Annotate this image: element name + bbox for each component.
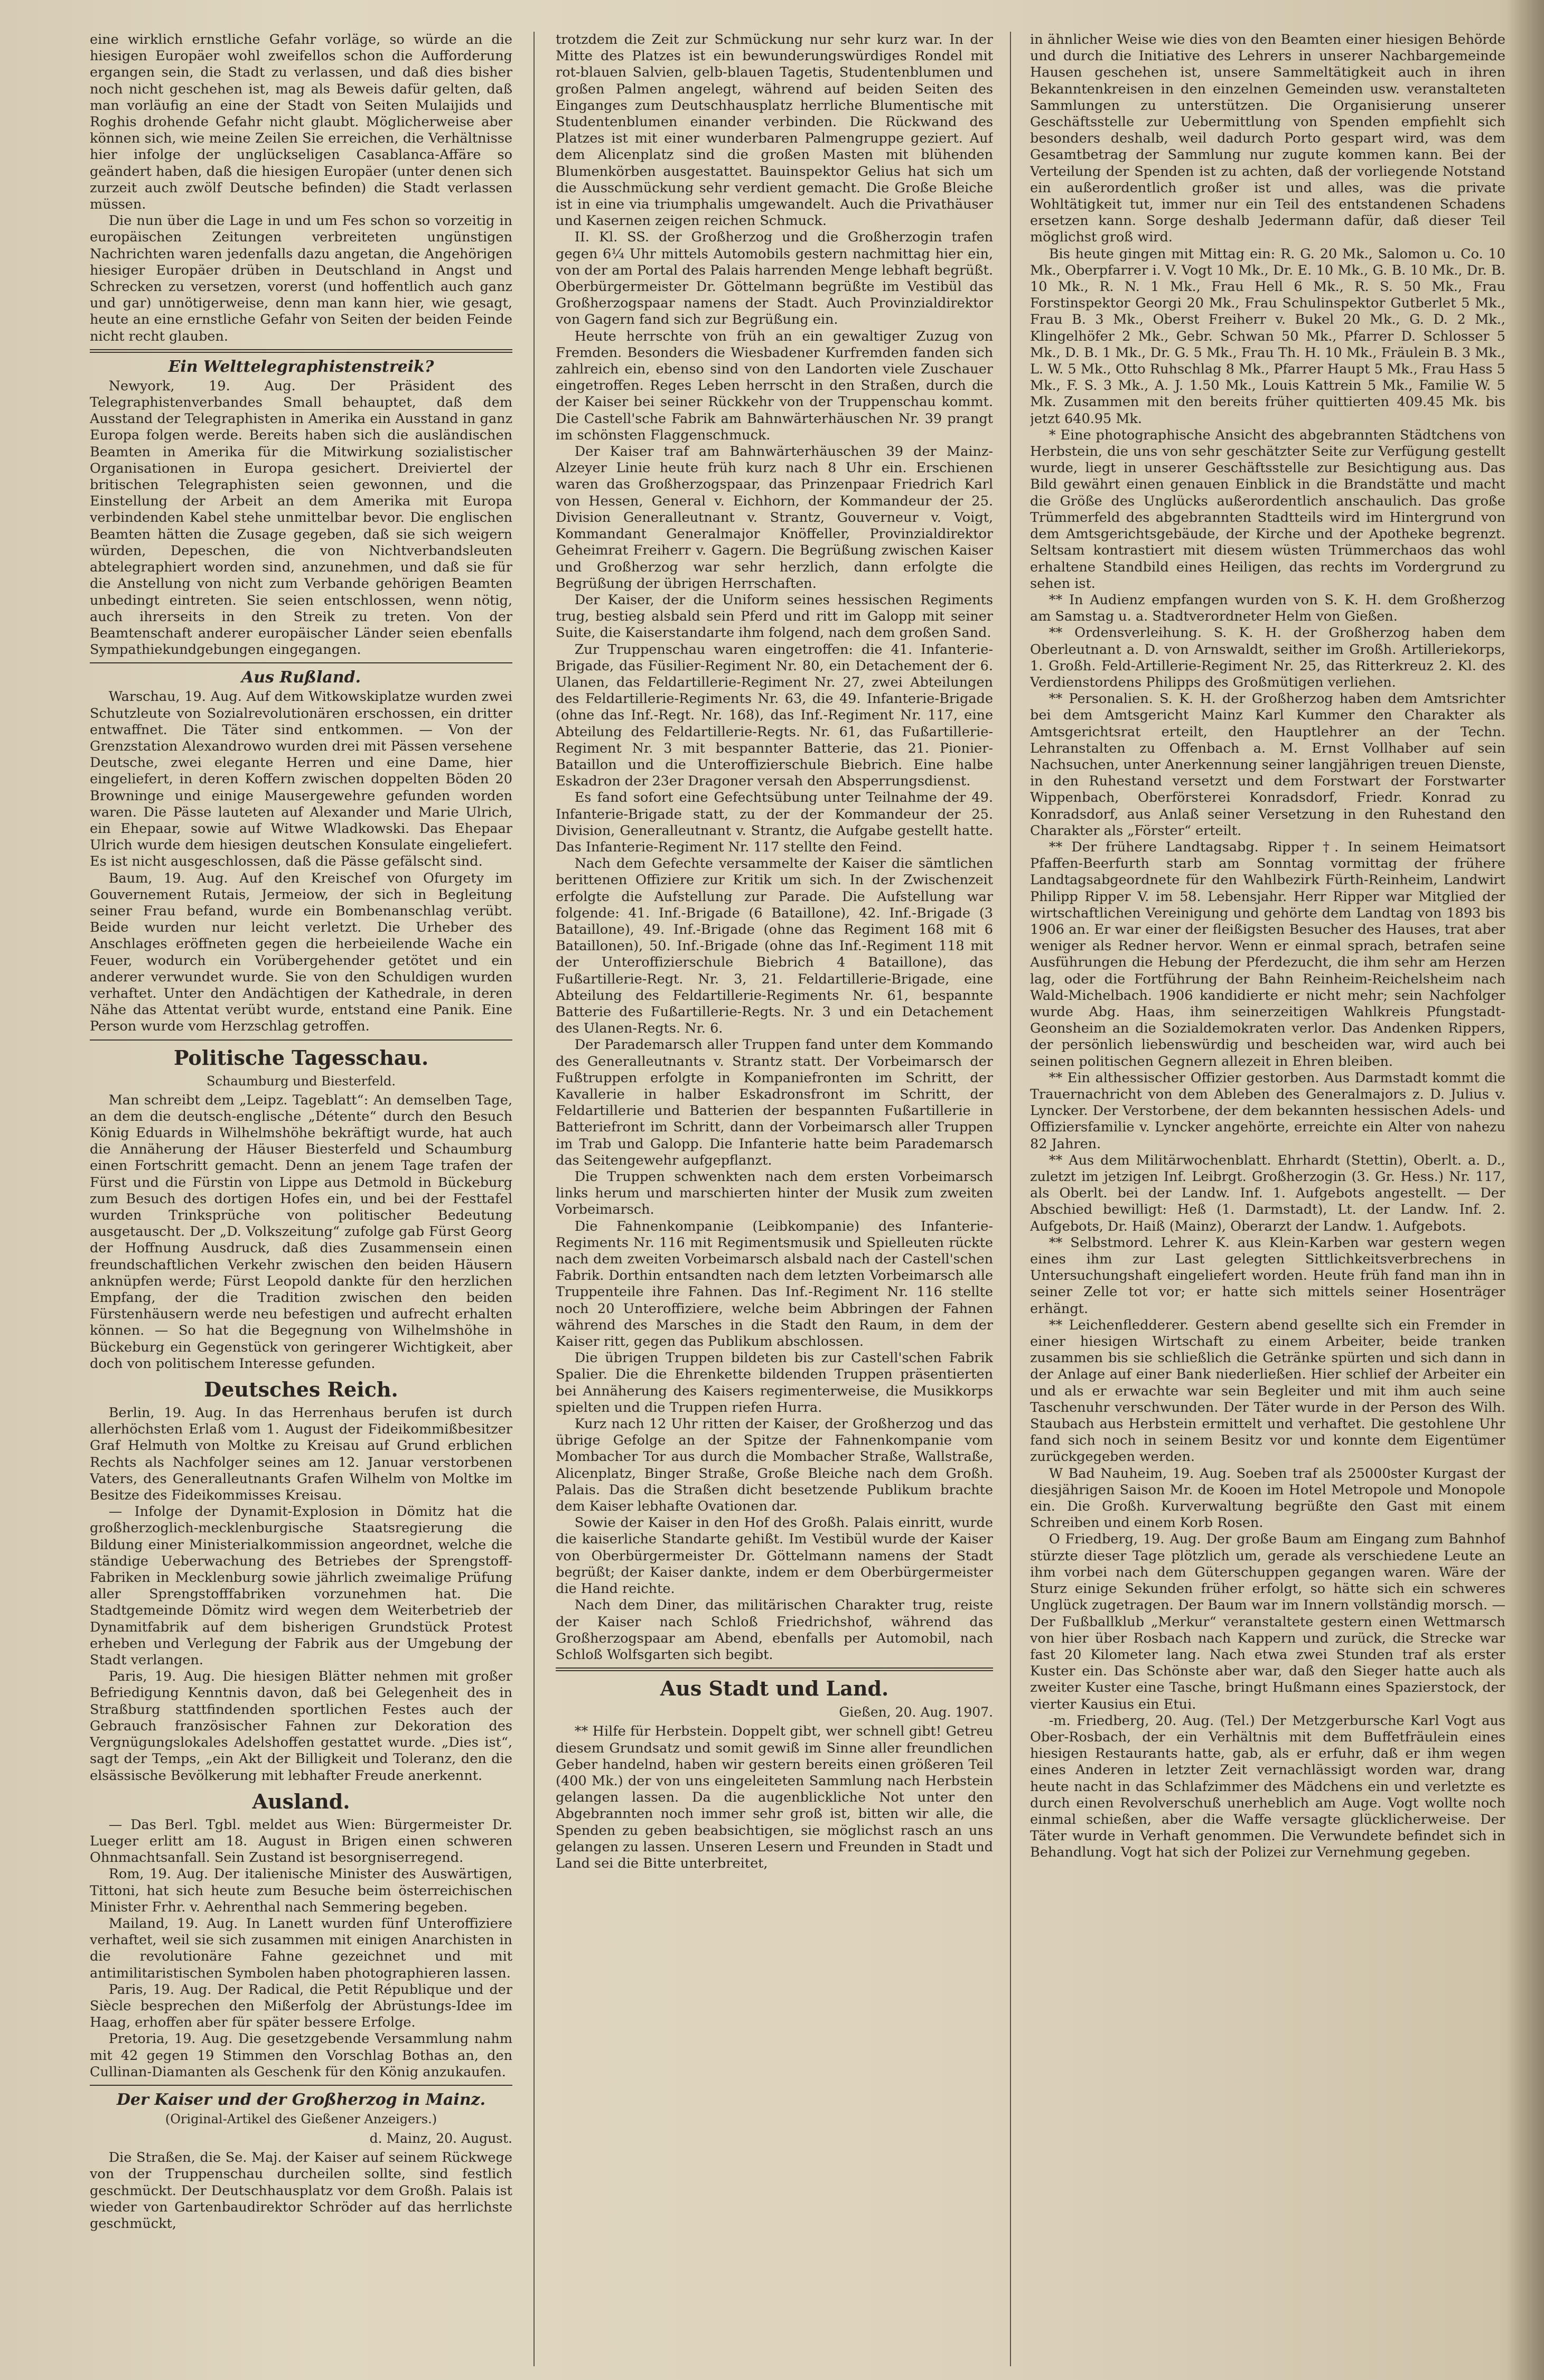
article-text: * Eine photographische Ansicht des abgebrannten Städtchens von Herbstein, die uns von sehr geschätzter Seite zur Verfügung gestellt wurde, liegt in unserer Geschäftsstelle zur Besichtigung aus. Das Bild gewährt einen genauen Einblick in die Brandstätte und macht die Größe des Unglücks außerordentlich anschaulich. Das große Trümmerfeld des abgebrannten Stadtteils wird im Hintergrund von dem Amtsgerichtsgebäude, der Kirche und der Apotheke begrenzt. Seltsam kontrastiert mit diesem wüsten Trümmerchaos das wohl erhaltene Standbild eines Heiligen, das rechts im Vordergrund zu sehen ist. (1030, 427, 1505, 592)
article-text: ** Personalien. S. K. H. der Großherzog haben dem Amtsrichter bei dem Amtsgericht Mainz Karl Kummer den Charakter als Amtsgerichtsrat erteilt, den Hauptlehrer an der Techn. Lehranstalten zu Offenbach a. M. Ernst Vollhaber auf sein Nachsuchen, unter Anerkennung seiner langjährigen treuen Dienste, in den Ruhestand versetzt und dem Forstwart der Forstwarter Wippenbach, Oberförsterei Konradsdorf, Friedr. Konrad zu Konradsdorf, aus Anlaß seiner Versetzung in den Ruhestand den Charakter als „Förster“ erteilt. (1030, 691, 1505, 839)
section-divider (90, 1039, 512, 1041)
article-text: ** Ein althessischer Offizier gestorben. Aus Darmstadt kommt die Trauernachricht von dem Ableben des Generalmajors z. D. Julius v. Lyncker. Der Verstorbene, der dem bekannten hessischen Adels- und Offiziersfamilie v. Lyncker angehörte, erreichte ein Alter von nahezu 82 Jahren. (1030, 1070, 1505, 1152)
article-text: Paris, 19. Aug. Die hiesigen Blätter nehmen mit großer Befriedigung Kenntnis davon, daß bei Gelegenheit des in Straßburg stattfindenden sportlichen Festes auch der Gebrauch französischer Fahnen zur Dekoration des Vergnügungslokales Adelshoffen gestattet wurde. „Dies ist“, sagt der Temps, „ein Akt der Billigkeit und Toleranz, den die elsässische Bevölkerung mit lebhafter Freude anerkennt. (90, 1669, 512, 1784)
headline-kaiser-mainz: Der Kaiser und der Großherzog in Mainz. (116, 2090, 486, 2109)
column-rule (534, 32, 535, 2366)
article-text: trotzdem die Zeit zur Schmückung nur sehr kurz war. In der Mitte des Platzes ist ein bewunderungswürdiges Rondel mit rot-blauen Salvien, gelb-blauen Tagetis, Studentenblumen und großen Palmen angelegt, während auf beiden Seiten des Einganges zum Deutschhausplatz herrliche Blumentische mit Studentenblumen einander verbinden. Die Rückwand des Platzes ist mit einer wunderbaren Palmengruppe geziert. Auf dem Alicenplatz sind die großen Masten mit blühenden Blumenkörben ausgestattet. Bauinspektor Gelius hat sich um die Ausschmückung sehr verdient gemacht. Die Große Bleiche ist in eine via triumphalis umgewandelt. Auch die Privathäuser und Kasernen zeigen reichen Schmuck. (556, 32, 993, 229)
section-divider (90, 2085, 512, 2086)
article-text: O Friedberg, 19. Aug. Der große Baum am Eingang zum Bahnhof stürzte dieser Tage plötzlich um, gerade als verschiedene Leute an ihm vorbei nach dem Güterschuppen gegangen waren. Wäre der Sturz einige Sekunden früher erfolgt, so hätte sich ein schweres Unglück zugetragen. Der Baum war im Innern vollständig morsch. — Der Fußballklub „Merkur“ veranstaltete gestern einen Wettmarsch von hier über Rosbach nach Kappern und zurück, die Strecke war fast 20 Kilometer lang. Nach etwa zwei Stunden traf als erster Kuster ein. Das Schönste aber war, daß den Sieger hatte auch als zweiter Kuster eine Tasche, bringt Hußmann eines Spazierstock, der vierter Kausius ein Etui. (1030, 1531, 1505, 1712)
article-text: Nach dem Gefechte versammelte der Kaiser die sämtlichen berittenen Offiziere zur Kritik um sich. In der Zwischenzeit erfolgte die Aufstellung zur Parade. Die Aufstellung war folgende: 41. Inf.-Brigade (6 Bataillone), 42. Inf.-Brigade (3 Bataillone), 49. Inf.-Brigade (ohne das Regiment 168 mit 6 Bataillonen), 50. Inf.-Brigade (ohne das Inf.-Regiment 118 mit der Unteroffizierschule Biebrich 4 Bataillone), das Fußartillerie-Regt. Nr. 3, 21. Feldartillerie-Brigade, eine Abteilung des Feldartillerie-Regiments Nr. 61, bespannte Batterie des Fußartillerie-Regts. Nr. 3 und ein Detachement des Ulanen-Regts. Nr. 6. (556, 856, 993, 1037)
article-text: Pretoria, 19. Aug. Die gesetzgebende Versammlung nahm mit 42 gegen 19 Stimmen den Vorschlag Bothas an, den Cullinan-Diamanten als Geschenk für den König anzukaufen. (90, 2031, 512, 2080)
article-text: W Bad Nauheim, 19. Aug. Soeben traf als 25000ster Kurgast der diesjährigen Saison Mr. de Kooen im Hotel Metropole und Monopole ein. Die Großh. Kurverwaltung begrüßte den Gast mit einem Schreiben und einem Korb Rosen. (1030, 1465, 1505, 1531)
article-text: ** Leichenfledderer. Gestern abend gesellte sich ein Fremder in einer hiesigen Wirtschaft zu einem Arbeiter, beide tranken zusammen bis sie schließlich die Getränke spürten und sich dann in der Anlage auf einer Bank niederließen. Hier schlief der Arbeiter ein und als er erwachte war sein Begleiter und mit ihm auch seine Taschenuhr verschwunden. Der Täter wurde in der Person des Wilh. Staubach aus Herbstein ermittelt und verhaftet. Die gestohlene Uhr fand sich noch in seinem Besitz vor und konnte dem Eigentümer zurückgegeben werden. (1030, 1317, 1505, 1465)
headline-ausland: Ausland. (252, 1789, 350, 1813)
article-text: — Infolge der Dynamit-Explosion in Dömitz hat die großherzoglich-mecklenburgische Staatsregierung die Bildung einer Ministerialkommission angeordnet, welche die ständige Ueberwachung des Betriebes der Sprengstoff-Fabriken in Mecklenburg sowie jährlich zweimalige Prüfung aller Sprengstofffabriken vorzunehmen hat. Die Stadtgemeinde Dömitz wird wegen dem Weiterbetrieb der Dynamitfabrik auf dem bisherigen Grundstück Protest erheben und Verlegung der Fabrik aus der Umgebung der Stadt verlangen. (90, 1504, 512, 1669)
article-text: Die Fahnenkompanie (Leibkompanie) des Infanterie-Regiments Nr. 116 mit Regimentsmusik und Spielleuten rückte nach dem zweiten Vorbeimarsch alsbald nach der Castell'schen Fabrik. Dorthin entsandten nach dem letzten Vorbeimarsch alle Truppenteile ihre Fahnen. Das Inf.-Regiment Nr. 116 stellte noch 20 Unteroffiziere, welche beim Abbringen der Fahnen während des Marsches in die Stadt den Raum, in dem der Kaiser ritt, gegen das Publikum abschlossen. (556, 1218, 993, 1350)
article-text: Newyork, 19. Aug. Der Präsident des Telegraphistenverbandes Small behauptet, daß dem Ausstand der Telegraphisten in Amerika ein Ausstand in ganz Europa folgen werde. Bereits haben sich die ausländischen Beamten in Amerika für die Mitwirkung sozialistischer Organisationen in Europa gesichert. Dreiviertel der britischen Telegraphisten seien gewonnen, und die Einstellung der Arbeit an dem Amerika mit Europa verbindenden Kabel stehe unmittelbar bevor. Die englischen Beamten hätten die Zusage gegeben, daß sie sich weigern würden, Depeschen, die von Nichtverbandsleuten abtelegraphiert worden sind, anzunehmen, und daß sie für die Anstellung von nicht zum Verbande gehörigen Beamten unbedingt eintreten. Sie seien entschlossen, wenn nötig, auch ihrerseits in den Streik zu treten. Von der Beamtenschaft anderer europäischer Länder seien ebenfalls Sympathiekundgebungen eingegangen. (90, 378, 512, 658)
article-text: Mailand, 19. Aug. In Lanett wurden fünf Unteroffiziere verhaftet, weil sie sich zusammen mit einigen Anarchisten in die revolutionäre Fahne gezeichnet und mit antimilitaristischen Symbolen haben photographieren lassen. (90, 1915, 512, 1981)
article-text: Sowie der Kaiser in den Hof des Großh. Palais einritt, wurde die kaiserliche Standarte gehißt. Im Vestibül wurde der Kaiser von Oberbürgermeister Dr. Göttelmann namens der Stadt begrüßt; der Kaiser dankte, indem er dem Oberbürgermeister die Hand reichte. (556, 1515, 993, 1597)
article-text: Die nun über die Lage in und um Fes schon so vorzeitig in europäischen Zeitungen verbreiteten ungünstigen Nachrichten waren jedenfalls dazu angetan, die Angehörigen hiesiger Europäer drüben in Deutschland in Angst und Schrecken zu versetzen, vorerst (und hoffentlich auch ganz und gar) unnötigerweise, denn man kann hier, wie gesagt, heute an eine ernstliche Gefahr von Seiten der beiden Feinde nicht recht glauben. (90, 213, 512, 344)
article-text: II. Kl. SS. der Großherzog und die Großherzogin trafen gegen 6¼ Uhr mittels Automobils gestern nachmittag hier ein, von der am Portal des Palais harrenden Menge lebhaft begrüßt. Oberbürgermeister Dr. Göttelmann begrüßte im Vestibül das Großherzogspaar namens der Stadt. Auch Provinzialdirektor von Gagern fand sich zur Begrüßung ein. (556, 229, 993, 328)
article-text: — Das Berl. Tgbl. meldet aus Wien: Bürgermeister Dr. Lueger erlitt am 18. August in Brigen einen schweren Ohnmachtsanfall. Sein Zustand ist besorgniserregend. (90, 1816, 512, 1866)
article-text: Die Truppen schwenkten nach dem ersten Vorbeimarsch links herum und marschierten hinter der Musik zum zweiten Vorbeimarsch. (556, 1169, 993, 1218)
article-text: Die übrigen Truppen bildeten bis zur Castell'schen Fabrik Spalier. Die die Ehrenkette bildenden Truppen präsentierten bei Annäherung des Kaisers regimenterweise, die Musikkorps spielten und die Truppen riefen Hurra. (556, 1350, 993, 1416)
article-text: ** Selbstmord. Lehrer K. aus Klein-Karben war gestern wegen eines ihm zur Last gelegten Sittlichkeitsverbrechens in Untersuchungshaft eingeliefert worden. Heute früh fand man ihn in seiner Zelle tot vor; er hatte sich mittels seiner Hosenträger erhängt. (1030, 1234, 1505, 1317)
column-2 (556, 32, 993, 2366)
page-edge-shadow (1507, 0, 1544, 2380)
subheadline: (Original-Artikel des Gießener Anzeigers.) (165, 2111, 437, 2126)
column-1 (90, 32, 512, 2366)
article-text: Baum, 19. Aug. Auf den Kreischef von Ofurgety im Gouvernement Rutais, Jermeiow, der sich in Begleitung seiner Frau befand, wurde ein Bombenanschlag verübt. Beide wurden nur leicht verletzt. Die Urheber des Anschlages eröffneten gegen die herbeieilende Wache ein Feuer, wodurch ein Vorübergehender getötet und ein anderer verwundet wurde. Sie von den Schuldigen wurden verhaftet. Unter den Andächtigen der Kathedrale, in deren Nähe das Attentat verübt wurde, entstand eine Panik. Eine Person wurde vom Herzschlag getroffen. (90, 870, 512, 1035)
column-rule (1010, 32, 1011, 2366)
article-text: Rom, 19. Aug. Der italienische Minister des Auswärtigen, Tittoni, hat sich heute zum Besuche beim österreichischen Minister Frhr. v. Aehrenthal nach Semmering begeben. (90, 1866, 512, 1915)
headline-politische-tagesschau: Politische Tagesschau. (173, 1045, 429, 1070)
article-text: Bis heute gingen mit Mittag ein: R. G. 20 Mk., Salomon u. Co. 10 Mk., Oberpfarrer i. V. Vogt 10 Mk., Dr. E. 10 Mk., G. B. 10 Mk., Dr. B. 10 Mk., R. N. 1 Mk., Frau Hell 6 Mk., R. S. 50 Mk., Frau Forstinspektor Georgi 20 Mk., Frau Schulinspektor Gutberlet 5 Mk., Frau B. 3 Mk., Oberst Freiherr v. Bukel 20 Mk., G. D. 2 Mk., Klingelhöfer 2 Mk., Gebr. Schwan 50 Mk., Pfarrer D. Schlosser 5 Mk., D. B. 1 Mk., Dr. G. 5 Mk., Frau Th. H. 10 Mk., Fräulein B. 3 Mk., L. W. 5 Mk., Otto Ruhschlag 8 Mk., Pfarrer Haupt 5 Mk., Frau Hass 5 Mk., F. S. 3 Mk., A. J. 1.50 Mk., Louis Kattrein 5 Mk., Familie W. 5 Mk. Zusammen mit den bereits früher quittierten 409.45 Mk. bis jetzt 640.95 Mk. (1030, 246, 1505, 427)
section-divider (556, 1667, 993, 1671)
article-text: ** Der frühere Landtagsabg. Ripper †. In seinem Heimatsort Pfaffen-Beerfurth starb am Sonntag vormittag der frühere Landtagsabgeordnete für den Wahlbezirk Fürth-Reinheim, Landwirt Philipp Ripper V. im 58. Lebensjahr. Herr Ripper war Mitglied der wirtschaftlichen Vereinigung und gehörte dem Landtag von 1893 bis 1906 an. Er war einer der fleißigsten Besucher des Hauses, trat aber weniger als Redner hervor. Wenn er einmal sprach, betrafen seine Ausführungen die Hebung der Pferdezucht, die ihm sehr am Herzen lag, oder die Fortführung der Bahn Reinheim-Reichelsheim nach Wald-Michelbach. 1906 kandidierte er nicht mehr; sein Nachfolger wurde Abg. Haas, ihm seinerzeitigen Wahlkreis Pfungstadt-Geonsheim an die Sozialdemokraten verlor. Das Andenken Rippers, der persönlich liebenswürdig und bescheiden war, wird auch bei seinen politischen Gegnern allezeit in Ehren bleiben. (1030, 839, 1505, 1070)
article-text: Nach dem Diner, das militärischen Charakter trug, reiste der Kaiser nach Schloß Friedrichshof, während das Großherzogspaar am Abend, ebenfalls per Automobil, nach Schloß Wolfsgarten sich begibt. (556, 1597, 993, 1663)
headline-russland: Aus Rußland. (241, 668, 361, 687)
article-text: Kurz nach 12 Uhr ritten der Kaiser, der Großherzog und das übrige Gefolge an der Spitze der Fahnenkompanie vom Mombacher Tor aus durch die Mombacher Straße, Wallstraße, Alicenplatz, Binger Straße, Große Bleiche nach dem Großh. Palais. Das die Straßen dicht besetzende Publikum brachte dem Kaiser lebhafte Ovationen dar. (556, 1416, 993, 1515)
article-text: in ähnlicher Weise wie dies von den Beamten einer hiesigen Behörde und durch die Initiative des Lehrers in unserer Nachbargemeinde Hausen geschehen ist, unsere Sammeltätigkeit auch in ihren Bekanntenkreisen in den einzelnen Gemeinden usw. veranstalteten Sammlungen zu unterstützen. Die Organisierung unserer Geschäftsstelle zur Uebermittlung von Spenden empfiehlt sich besonders deshalb, weil dadurch Porto gespart wird, was dem Gesamtbetrag der Sammlung nur zugute kommen kann. Bei der Verteilung der Spenden ist zu achten, daß der vorliegende Notstand ein außerordentlich großer ist und alles, was die private Wohltätigkeit tut, immer nur ein Teil des entstandenen Schadens ersetzen kann. Sorge deshalb Jedermann dafür, daß dieser Teil möglichst groß wird. (1030, 32, 1505, 246)
article-text: Der Kaiser traf am Bahnwärterhäuschen 39 der Mainz-Alzeyer Linie heute früh kurz nach 8 Uhr ein. Erschienen waren das Großherzogspaar, das Prinzenpaar Friedrich Karl von Hessen, General v. Eichhorn, der Kommandeur der 25. Division Generalleutnant v. Strantz, Gouverneur v. Voigt, Kommandant Generalmajor Knöffeller, Provinzialdirektor Geheimrat Freiherr v. Gagern. Die Begrüßung zwischen Kaiser und Großherzog war sehr herzlich, dann erfolgte die Begrüßung der übrigen Herrschaften. (556, 444, 993, 592)
article-text: Der Kaiser, der die Uniform seines hessischen Regiments trug, bestieg alsbald sein Pferd und ritt im Galopp mit seiner Suite, die Kaiserstandarte ihm folgend, nach dem großen Sand. (556, 592, 993, 641)
article-text: ** Ordensverleihung. S. K. H. der Großherzog haben dem Oberleutnant a. D. von Arnswaldt, seither im Großh. Artilleriekorps, 1. Großh. Feld-Artillerie-Regiment Nr. 25, das Ritterkreuz 2. Kl. des Verdienstordens Philipps des Großmütigen verliehen. (1030, 625, 1505, 690)
article-text: eine wirklich ernstliche Gefahr vorläge, so würde an die hiesigen Europäer wohl zweifellos schon die Aufforderung ergangen sein, die Stadt zu verlassen, und daß dies bisher noch nicht geschehen ist, mag als Beweis dafür gelten, daß man vorläufig an eine der Stadt von Seiten Mulaijids und Roghis drohende Gefahr nicht glaubt. Möglicherweise aber können sich, wie meine Zeilen Sie erreichen, die Verhältnisse hier infolge der unglückseligen Casablanca-Affäre so geändert haben, daß die hiesigen Europäer (unter denen sich zurzeit auch zwölf Deutsche befinden) die Stadt verlassen müssen. (90, 32, 512, 213)
headline-aus-stadt-und-land: Aus Stadt und Land. (660, 1676, 889, 1701)
article-text: Die Straßen, die Se. Maj. der Kaiser auf seinem Rückwege von der Truppenschau durcheilen sollte, sind festlich geschmückt. Der Deutschhausplatz vor dem Großh. Palais ist wieder von Gartenbaudirektor Schröder auf das herrlichste geschmückt, (90, 2150, 512, 2232)
article-text: Der Parademarsch aller Truppen fand unter dem Kommando des Generalleutnants v. Strantz statt. Der Vorbeimarsch der Fußtruppen erfolgte in Kompaniefronten im Schritt, der Kavallerie in halber Eskadronsfront im Schritt, der Feldartillerie und Batterien der bespannten Fußartillerie in Batteriefront im Schritt, dann der Vorbeimarsch aller Truppen im Trab und Galopp. Die Infanterie hatte beim Parademarsch das Seitengewehr aufgepflanzt. (556, 1037, 993, 1168)
article-text: Es fand sofort eine Gefechtsübung unter Teilnahme der 49. Infanterie-Brigade statt, zu der der Kommandeur der 25. Division, Generalleutnant v. Strantz, die Aufgabe gestellt hatte. Das Infanterie-Regiment Nr. 117 stellte den Feind. (556, 790, 993, 855)
dateline: d. Mainz, 20. August. (369, 2130, 512, 2146)
article-text: Zur Truppenschau waren eingetroffen: die 41. Infanterie-Brigade, das Füsilier-Regiment Nr. 80, ein Detachement der 6. Ulanen, das Feldartillerie-Regiment Nr. 27, zwei Abteilungen des Feldartillerie-Regiments Nr. 63, die 49. Infanterie-Brigade (ohne das Inf.-Regt. Nr. 168), das Inf.-Regiment Nr. 117, eine Abteilung des Feldartillerie-Regts. Nr. 61, das Fußartillerie-Regiment Nr. 3 mit bespannter Batterie, das 21. Pionier-Bataillon und die Unteroffizierschule Biebrich. Eine halbe Eskadron der 23er Dragoner versah den Absperrungsdienst. (556, 641, 993, 790)
headline-deutsches-reich: Deutsches Reich. (204, 1378, 398, 1402)
article-text: ** In Audienz empfangen wurden von S. K. H. dem Großherzog am Samstag u. a. Stadtverordneter Helm von Gießen. (1030, 592, 1505, 625)
article-text: Heute herrschte von früh an ein gewaltiger Zuzug von Fremden. Besonders die Wiesbadener Kurfremden fanden sich zahlreich ein, ebenso sind von den Landorten viele Zuschauer eingetroffen. Reges Leben herrscht in den Straßen, durch die der Kaiser bei seiner Rückkehr von der Truppenschau kommt. Die Castell'sche Fabrik am Bahnwärterhäuschen Nr. 39 prangt im schönsten Flaggenschmuck. (556, 328, 993, 443)
subheadline: Schaumburg und Biesterfeld. (207, 1073, 396, 1089)
article-text: Berlin, 19. Aug. In das Herrenhaus berufen ist durch allerhöchsten Erlaß vom 1. August der Fideikommißbesitzer Graf Helmuth von Moltke zu Kreisau auf Grund erblichen Rechts als Nachfolger seines am 12. Januar verstorbenen Vaters, des Generalleutnants Grafen Wilhelm von Moltke im Besitze des Fideikommisses Kreisau. (90, 1405, 512, 1504)
article-text: Warschau, 19. Aug. Auf dem Witkowskiplatze wurden zwei Schutzleute von Sozialrevolutionären erschossen, ein dritter entwaffnet. Die Täter sind entkommen. — Von der Grenzstation Alexandrowo wurden drei mit Pässen versehene Deutsche, zwei elegante Herren und eine Dame, hier eingeliefert, in deren Koffern zwischen doppelten Böden 20 Browninge und einige Mausergewehre gefunden worden waren. Die Pässe lauteten auf Alexander und Marie Ulrich, ein Ehepaar, sowie auf Witwe Wladkowski. Das Ehepaar Ulrich wurde dem hiesigen deutschen Konsulate eingeliefert. Es ist nicht ausgeschlossen, daß die Pässe gefälscht sind. (90, 689, 512, 870)
section-divider (90, 662, 512, 663)
article-text: Man schreibt dem „Leipz. Tageblatt“: An demselben Tage, an dem die deutsch-englische „Détente“ durch den Besuch König Eduards in Wilhelmshöhe bekräftigt wurde, hat auch die Annäherung der Häuser Biesterfeld und Schaumburg einen Fortschritt gemacht. Denn an jenem Tage trafen der Fürst und die Fürstin von Lippe aus Detmold in Bückeburg zum Besuch des dortigen Hofes ein, und bei der Festtafel wurden Trinksprüche von politischer Bedeutung ausgetauscht. Der „D. Volkszeitung“ zufolge gab Fürst Georg der Hoffnung Ausdruck, daß dies Zusammensein einen freundschaftlichen Verkehr zwischen den beiden Häusern anknüpfen werde; Fürst Leopold dankte für den herzlichen Empfang, der die Tradition zwischen den beiden Fürstenhäusern werde neu befestigen und aufrecht erhalten können. — So hat die Begegnung von Wilhelmshöhe in Bückeburg ein Gegenstück von geringerer Wichtigkeit, aber doch von politischem Interesse gefunden. (90, 1092, 512, 1372)
article-text: -m. Friedberg, 20. Aug. (Tel.) Der Metzgerbursche Karl Vogt aus Ober-Rosbach, der ein Verhältnis mit dem Buffetfräulein eines hiesigen Restaurants hatte, gab, als er erfuhr, daß er ihm wegen eines Anderen in letzter Zeit vernachlässigt worden war, drang heute nacht in das Schlafzimmer des Mädchens ein und verletzte es durch einen Revolverschuß unerheblich am Auge. Vogt wollte noch einmal schießen, aber die Waffe versagte glücklicherweise. Der Täter wurde in Verhaft genommen. Die Verwundete befindet sich in Behandlung. Vogt hat sich der Polizei zur Vernehmung gegeben. (1030, 1712, 1505, 1861)
article-text: ** Hilfe für Herbstein. Doppelt gibt, wer schnell gibt! Getreu diesem Grundsatz und somit gewiß im Sinne aller freundlichen Geber handelnd, haben wir gestern bereits einen größeren Teil (400 Mk.) der von uns eingeleiteten Sammlung nach Herbstein gelangen lassen. Da die augenblickliche Not unter den Abgebrannten noch immer sehr groß ist, bitten wir alle, die Spenden zu geben beabsichtigen, sie möglichst rasch an uns gelangen zu lassen. Unseren Lesern und Freunden in Stadt und Land sei die Bitte unterbreitet, (556, 1723, 993, 1871)
article-text: Paris, 19. Aug. Der Radical, die Petit République und der Siècle besprechen den Mißerfolg der Abrüstungs-Idee im Haag, erhoffen aber für später bessere Erfolge. (90, 1981, 512, 2031)
headline-welttelegraphisten: Ein Welttelegraphistenstreik? (168, 357, 434, 376)
dateline: Gießen, 20. Aug. 1907. (839, 1704, 993, 1720)
column-3 (1030, 32, 1505, 2366)
article-text: ** Aus dem Militärwochenblatt. Ehrhardt (Stettin), Oberlt. a. D., zuletzt im jetzigen Inf. Leibrgt. Großherzogin (3. Gr. Hess.) Nr. 117, als Oberlt. bei der Landw. Inf. 1. Aufgebots angestellt. — Der Abschied bewilligt: Heß (1. Darmstadt), Lt. der Landw. Inf. 2. Aufgebots, Dr. Haiß (Mainz), Oberarzt der Landw. 1. Aufgebots. (1030, 1152, 1505, 1234)
section-divider (90, 349, 512, 353)
